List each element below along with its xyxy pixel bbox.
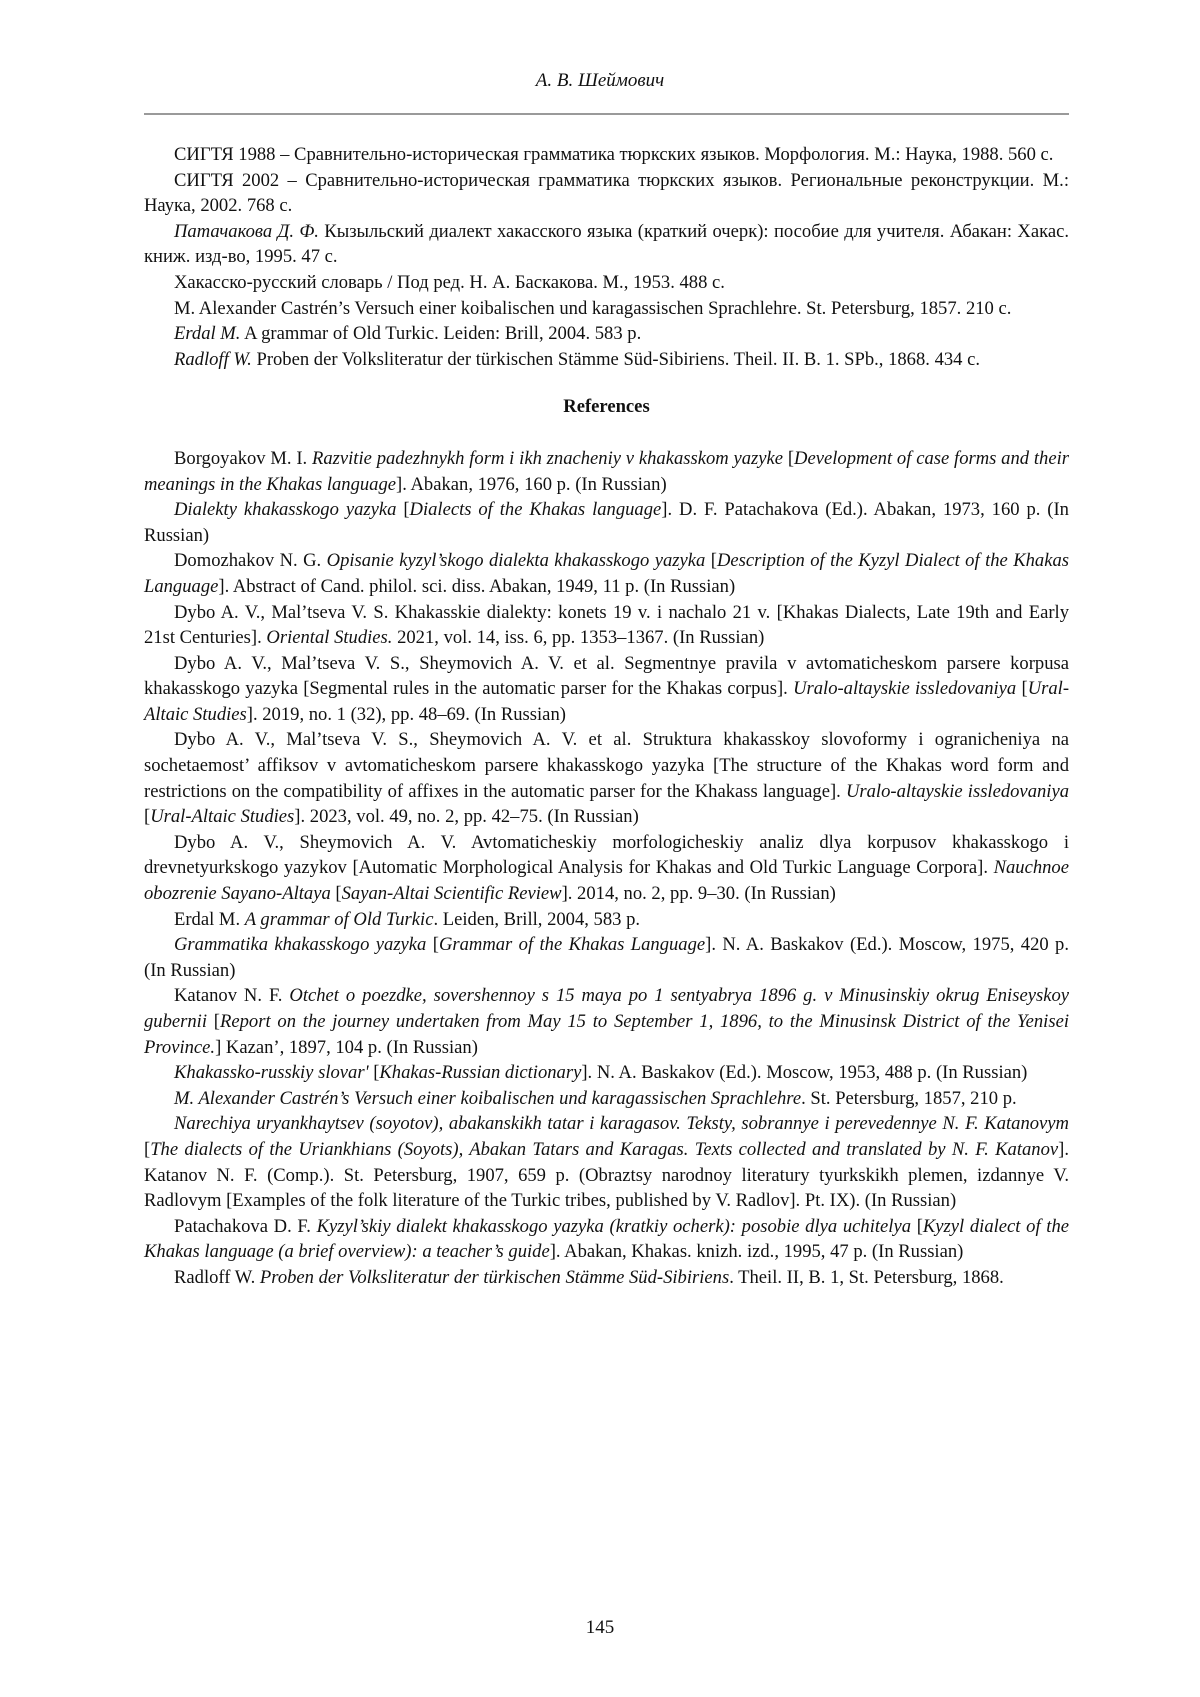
- reference-text: Dybo A. V., Mal’tseva V. S., Sheymovich A. V. et al. Struktura khakasskoy slovoformy i ogranicheniya na sochetaemost’ affiksov v avtomaticheskom parsere khakasskogo yazyka [The structure of the Khakas word form and restrictions on the compatibility of affixes in the automatic parser for the Khakass language].: [144, 729, 1069, 802]
- reference-entry: [144, 1086, 1069, 1112]
- reference-title: Grammatika khakasskogo yazyka: [174, 934, 427, 956]
- reference-entry: [144, 497, 1069, 548]
- reference-title: Ural-Altaic Studies: [150, 806, 295, 828]
- reference-entry: [144, 983, 1069, 1060]
- reference-entry: [144, 907, 1069, 933]
- reference-text: . St. Petersburg, 1857, 210 p.: [801, 1087, 1017, 1109]
- source-text: Хакасско-русский словарь / Под ред. Н. А. Баскакова. М., 1953. 488 с.: [174, 271, 725, 293]
- reference-title: Narechiya uryankhaytsev (soyotov), abakanskikh tatar i karagasov. Teksty, sobrannye i perevedennye N. F. Katanovym: [174, 1113, 1069, 1135]
- reference-entry: [144, 727, 1069, 829]
- reference-title: Dialekty khakasskogo yazyka: [174, 499, 397, 521]
- reference-title: Opisanie kyzyl’skogo dialekta khakasskogo yazyka: [326, 550, 706, 572]
- reference-text: ]. 2014, no. 2, pp. 9–30. (In Russian): [561, 883, 836, 905]
- reference-text: [: [330, 883, 342, 905]
- source-author: Патачакова Д. Ф.: [174, 220, 319, 242]
- reference-title: Ural-Altaic Studies: [144, 678, 1070, 725]
- source-author: Radloff W.: [174, 348, 252, 370]
- reference-title: The dialects of the Uriankhians (Soyots), Abakan Tatars and Karagas. Texts collected and translated by N. F. Katanov: [150, 1138, 1059, 1160]
- reference-title: Proben der Volksliteratur der türkischen Stämme Süd-Sibiriens: [259, 1266, 730, 1288]
- reference-title: Uralo-altayskie issledovaniya: [793, 678, 1017, 700]
- reference-entry: [144, 600, 1069, 651]
- reference-text: . Theil. II, B. 1, St. Petersburg, 1868.: [729, 1266, 1004, 1288]
- reference-title: A grammar of Old Turkic: [244, 908, 434, 930]
- reference-title: Description of the Kyzyl Dialect of the Khakas Language: [144, 550, 1070, 597]
- reference-entry: [144, 932, 1069, 983]
- reference-text: ]. Abakan, Khakas. knizh. izd., 1995, 47 p. (In Russian): [549, 1241, 964, 1263]
- source-entry: [144, 321, 1069, 347]
- reference-title: Sayan-Altai Scientific Review: [341, 883, 562, 905]
- reference-text: [: [207, 1011, 220, 1032]
- page-number: 145: [585, 1617, 615, 1638]
- reference-title: Nauchnoe obozrenie Sayano-Altaya: [144, 857, 1069, 905]
- source-text: Кызыльский диалект хакасского языка (краткий очерк): пособие для учителя. Абакан: Хакас. книж. изд-во, 1995. 47 с.: [144, 220, 1069, 268]
- reference-text: ]. N. A. Baskakov (Ed.). Moscow, 1975, 420 p. (In Russian): [144, 934, 1069, 981]
- reference-title: Oriental Studies.: [266, 627, 393, 649]
- reference-title: Development of case forms and their meanings in the Khakas language: [144, 447, 1069, 495]
- reference-text: [: [1016, 678, 1028, 700]
- source-entry: [144, 142, 1069, 168]
- reference-text: Dybo A. V., Mal’tseva V. S. Khakasskie dialekty: konets 19 v. i nachalo 21 v. [Khakas Dialects, Late 19th and Early 21st Centuries].: [144, 601, 1069, 649]
- reference-text: Erdal M.: [174, 908, 245, 930]
- reference-entry: [144, 548, 1069, 599]
- reference-text: [: [705, 550, 717, 572]
- reference-text: [: [144, 806, 151, 828]
- reference-title: Uralo-altayskie issledovaniya: [845, 780, 1069, 802]
- reference-text: 2021, vol. 14, iss. 6, pp. 1353–1367. (In Russian): [392, 627, 765, 649]
- reference-text: ]. Abakan, 1976, 160 p. (In Russian): [396, 473, 667, 495]
- source-text: M. Alexander Castrén’s Versuch einer koibalischen und karagassischen Sprachlehre. St. Petersburg, 1857. 210 c.: [174, 297, 1012, 319]
- reference-text: ]. 2019, no. 1 (32), pp. 48–69. (In Russian): [246, 703, 566, 725]
- reference-title: Khakas-Russian dictionary: [379, 1062, 582, 1084]
- reference-text: Borgoyakov M. I.: [174, 447, 312, 469]
- reference-entry: [144, 651, 1069, 728]
- reference-title: Dialects of the Khakas language: [409, 499, 662, 521]
- source-text: Proben der Volksliteratur der türkischen Stämme Süd-Sibiriens. Theil. II. B. 1. SPb., 1868. 434 с.: [251, 348, 981, 370]
- reference-title: Khakassko-russkiy slovar': [174, 1062, 369, 1084]
- reference-text: Domozhakov N. G.: [174, 550, 327, 572]
- reference-text: ]. Abstract of Cand. philol. sci. diss. Abakan, 1949, 11 p. (In Russian): [218, 575, 736, 597]
- sources-list: [144, 142, 1069, 372]
- reference-text: Dybo A. V., Mal’tseva V. S., Sheymovich A. V. et al. Segmentnye pravila v avtomaticheskom parsere korpusa khakasskogo yazyka [Segmental rules in the automatic parser for the Khakas corpus].: [144, 652, 1069, 700]
- source-text: СИГТЯ 2002 – Сравнительно-историческая грамматика тюркских языков. Региональные реконструкции. М.: Наука, 2002. 768 с.: [144, 169, 1069, 217]
- reference-title: Kyzyl dialect of the Khakas language (a brief overview): a teacher’s guide: [144, 1215, 1070, 1263]
- source-entry: [144, 168, 1069, 219]
- reference-entry: [144, 1265, 1069, 1291]
- source-text: СИГТЯ 1988 – Сравнительно-историческая грамматика тюркских языков. Морфология. М.: Наука, 1988. 560 с.: [174, 144, 1054, 165]
- reference-text: ]. N. A. Baskakov (Ed.). Moscow, 1953, 488 p. (In Russian): [581, 1062, 1028, 1084]
- source-entry: [144, 296, 1069, 322]
- reference-text: . Leiden, Brill, 2004, 583 p.: [433, 908, 641, 930]
- reference-text: [: [396, 499, 410, 521]
- reference-text: [: [144, 1138, 151, 1160]
- reference-entry: [144, 1214, 1069, 1265]
- reference-text: [: [911, 1215, 923, 1237]
- reference-entry: [144, 1060, 1069, 1086]
- reference-text: ]. D. F. Patachakova (Ed.). Abakan, 1973, 160 p. (In Russian): [144, 499, 1069, 546]
- reference-text: Dybo A. V., Sheymovich A. V. Avtomaticheskiy morfologicheskiy analiz dlya korpusov khakasskogo i drevnetyurkskogo yazykov [Automatic Morphological Analysis for Khakas and Old Turkic Language Corpora].: [144, 831, 1069, 879]
- source-entry: [144, 270, 1069, 296]
- reference-title: Razvitie padezhnykh form i ikh znacheniy v khakasskom yazyke: [312, 447, 784, 469]
- page-body: [144, 142, 1069, 1291]
- reference-title: Otchet o poezdke, sovershennoy s 15 maya po 1 sentyabrya 1896 g. v Minusinskiy okrug Eniseyskoy gubernii: [144, 985, 1069, 1032]
- reference-entry: [144, 830, 1069, 907]
- reference-text: Radloff W.: [174, 1266, 260, 1288]
- reference-title: Report on the journey undertaken from May 15 to September 1, 1896, to the Minusinsk District of the Yenisei Province.: [144, 1011, 1069, 1058]
- reference-text: ]. Katanov N. F. (Comp.). St. Petersburg, 1907, 659 p. (Obraztsy narodnoy literatury tyurkskikh plemen, izdannye V. Radlovym [Examples of the folk literature of the Turkic tribes, published by V. Radlov]. Pt. IX). (In Russian): [144, 1138, 1069, 1212]
- references-list: [144, 446, 1069, 1291]
- source-entry: [144, 347, 1069, 373]
- source-author: Erdal M.: [174, 323, 241, 345]
- source-entry: [144, 219, 1069, 270]
- header-rule: [144, 113, 1069, 115]
- reference-text: [: [783, 447, 795, 469]
- reference-title: M. Alexander Castrén’s Versuch einer koibalischen und karagassischen Sprachlehre: [174, 1087, 802, 1109]
- reference-text: [: [368, 1062, 380, 1084]
- reference-text: ] Kazan’, 1897, 104 p. (In Russian): [215, 1036, 478, 1058]
- references-heading: References: [563, 396, 650, 418]
- reference-entry: [144, 1111, 1069, 1213]
- running-title: А. В. Шеймович: [535, 70, 665, 91]
- reference-text: Patachakova D. F.: [174, 1215, 317, 1237]
- reference-entry: [144, 446, 1069, 497]
- reference-title: Grammar of the Khakas Language: [438, 934, 706, 956]
- reference-text: [: [426, 934, 439, 956]
- reference-text: ]. 2023, vol. 49, no. 2, pp. 42–75. (In Russian): [294, 806, 639, 828]
- source-text: A grammar of Old Turkic. Leiden: Brill, 2004. 583 p.: [240, 323, 642, 345]
- reference-title: Kyzyl’skiy dialekt khakasskogo yazyka (kratkiy ocherk): posobie dlya uchitelya: [316, 1215, 912, 1237]
- reference-text: Katanov N. F.: [174, 985, 290, 1007]
